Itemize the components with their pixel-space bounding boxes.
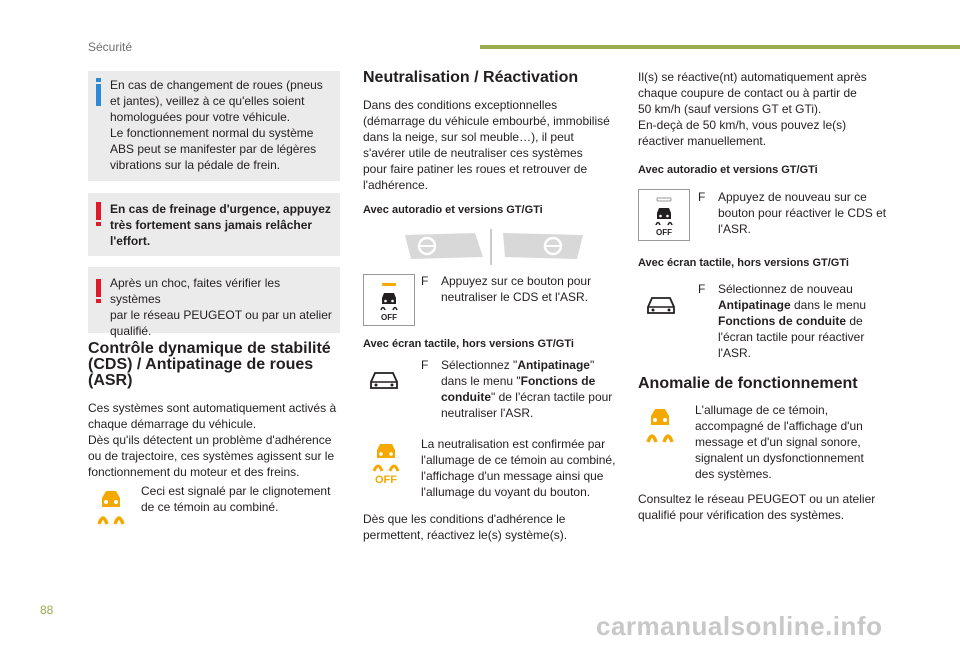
neutralisation-heading: Neutralisation / Réactivation [363,69,579,86]
car-menu-icon [368,370,400,392]
car-menu-icon [645,295,677,317]
neutralisation-intro: Dans des conditions exceptionnelles (démarrage du véhicule embourbé, immobilisé dans la neige, sur sol meuble…), il peut s'avérer utile de neutraliser ces systèmes pour faire patiner les roues et retrouver de l'adhérence. [363,98,610,192]
auto-reactivation-text: Il(s) se réactive(nt) automatiquement après chaque coupure de contact ou à partir de 50 km/h (sauf versions GT et GTi). En-deçà de 50 km/h, vous pouvez le(s) réactiver manuellement. [638,70,867,148]
off-label: OFF [656,228,672,237]
touch-version-subheading: Avec écran tactile, hors versions GT/GTi [638,257,849,269]
watermark: carmanualsonline.info [596,611,883,641]
esp-off-button-icon [363,274,415,326]
reactivation-text: Dès que les conditions d'adhérence le permettent, réactivez le(s) système(s). [363,512,568,542]
confirm-text: La neutralisation est confirmée par l'allumage de ce témoin au combiné, l'affichage d'un message ainsi que l'allumage du voyant du bouton. [421,437,616,499]
anomaly-text: L'allumage de ce témoin, accompagné de l'affichage d'un message et d'un signal sonore, signalent un dysfonctionnement des systèmes. [695,403,864,481]
off-label: OFF [375,474,397,484]
cds-asr-heading: Contrôle dynamique de stabilité (CDS) / Antipatinage de roues (ASR) [88,340,331,389]
signal-text: Ceci est signalé par le clignotement de ce témoin au combiné. [141,484,331,514]
radio-version-subheading: Avec autoradio et versions GT/GTi [363,204,543,216]
touch-version-subheading: Avec écran tactile, hors versions GT/GTi [363,338,574,350]
page-number: 88 [40,603,54,617]
anomaly-heading: Anomalie de fonctionnement [638,375,858,392]
anomaly-outro: Consultez le réseau PEUGEOT ou un atelier qualifié pour vérification des systèmes. [638,492,876,522]
off-label: OFF [381,313,397,322]
cds-intro-paragraph: Ces systèmes sont automatiquement activés à chaque démarrage du véhicule. Dès qu'ils détectent un problème d'adhérence ou de trajectoire, ces systèmes agissent sur le fonctionnement du moteur et des freins. [88,401,337,479]
header-accent-bar [480,45,960,49]
warning-box-braking: En cas de freinage d'urgence, appuyez très fortement sans jamais relâcher l'effort. [88,193,340,256]
stability-off-warning-icon [369,442,403,484]
info-box: En cas de changement de roues (pneus et jantes), veillez à ce qu'elles soient homologuées pour votre véhicule. Le fonctionnement normal du système ABS peut se manifester par de légères vibrations sur la pédale de frein. [88,71,340,181]
stability-warning-icon [643,406,677,444]
steering-wheel-illustration [403,229,585,265]
page-section-title: Sécurité [88,40,133,54]
stability-warning-icon [94,488,128,526]
radio-version-subheading: Avec autoradio et versions GT/GTi [638,164,818,176]
info-icon [96,84,101,106]
warning-icon [96,202,101,220]
warning-icon [96,279,101,297]
esp-off-button-icon [638,189,690,241]
warning-box-impact: Après un choc, faites vérifier les systèmes par le réseau PEUGEOT ou par un atelier qualifié. [88,267,340,333]
